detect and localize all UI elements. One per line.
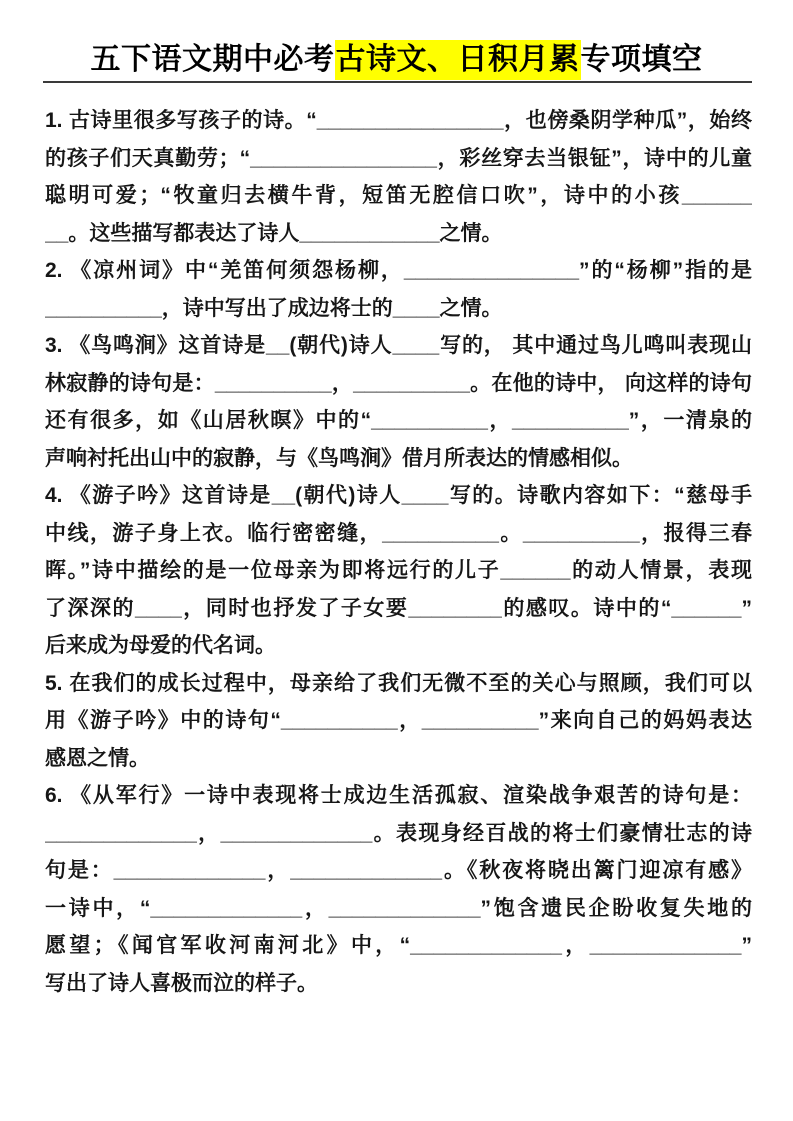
text-line: 2. 《凉州词》中“羌笛何须怨杨柳，_______________”的“杨柳”指的是: [45, 259, 752, 282]
text-line: 了深深的____，同时也抒发了子女要________的感叹。诗中的“______”: [45, 596, 752, 620]
text-line: 晖。”诗中描绘的是一位母亲为即将远行的儿子______的动人情景，表现: [45, 559, 752, 582]
exercise-item: [45, 477, 752, 665]
exercise-item: [45, 327, 752, 477]
text-line: 愿望；《闻官军收河南河北》中，“_____________，_____________”: [45, 934, 752, 957]
text-line: 聪明可爱；“牧童归去横牛背，短笛无腔信口吹”，诗中的小孩______: [45, 184, 752, 207]
text-line: 句是：_____________，_____________。《秋夜将晓出篱门迎凉有感》: [45, 859, 752, 882]
text-line: 写出了诗人喜极而泣的样子。: [45, 971, 318, 995]
exercise-item: [45, 665, 752, 778]
title-text-suffix: 专项填空: [580, 43, 703, 76]
text-line: __________，诗中写出了成边将士的____之情。: [45, 296, 503, 320]
text-line: 5. 在我们的成长过程中，母亲给了我们无微不至的关心与照顾，我们可以: [45, 671, 752, 695]
text-line: 中线，游子身上衣。临行密密缝，__________。__________，报得三春: [45, 521, 752, 545]
text-line: 6. 《从军行》一诗中表现将士成边生活孤寂、渲染战争艰苦的诗句是：: [45, 784, 752, 807]
text-line: 的孩子们天真勤劳；“________________，彩丝穿去当银钲”，诗中的儿童: [45, 146, 752, 170]
text-line: 用《游子吟》中的诗句“__________，__________”来向自己的妈妈表达: [45, 709, 752, 732]
text-line: 感恩之情。: [45, 746, 150, 770]
text-line: 林寂静的诗句是：__________，__________。在他的诗中， 向这样的诗句: [45, 371, 752, 395]
title-highlight: 古诗文、日积月累: [335, 40, 581, 80]
exercise-list: [45, 102, 752, 1002]
title-rule: [43, 81, 752, 83]
exercise-item: [45, 102, 752, 252]
text-line: 1. 古诗里很多写孩子的诗。“________________，也傍桑阴学种瓜”，始终: [45, 109, 752, 132]
title-text-prefix: 五下语文期中必考: [90, 43, 335, 76]
text-line: _____________，_____________。表现身经百战的将士们豪情壮志的诗: [45, 821, 752, 845]
text-line: 4. 《游子吟》这首诗是__(朝代)诗人____写的。诗歌内容如下：“慈母手: [45, 484, 752, 507]
exercise-item: [45, 252, 752, 327]
text-line: __。这些描写都表达了诗人____________之情。: [45, 221, 503, 245]
text-line: 后来成为母爱的代名词。: [45, 634, 276, 657]
exercise-item: [45, 777, 752, 1002]
text-line: 还有很多，如《山居秋暝》中的“__________，__________”，一清泉的: [45, 409, 752, 432]
page-title: [0, 0, 793, 78]
text-line: 3. 《鸟鸣涧》这首诗是__(朝代)诗人____写的， 其中通过鸟儿鸣叫表现山: [45, 334, 752, 357]
text-line: 声响衬托出山中的寂静，与《鸟鸣涧》借月所表达的情感相似。: [45, 446, 633, 470]
text-line: 一诗中，“_____________，_____________”饱含遗民企盼收复失地的: [45, 896, 752, 920]
